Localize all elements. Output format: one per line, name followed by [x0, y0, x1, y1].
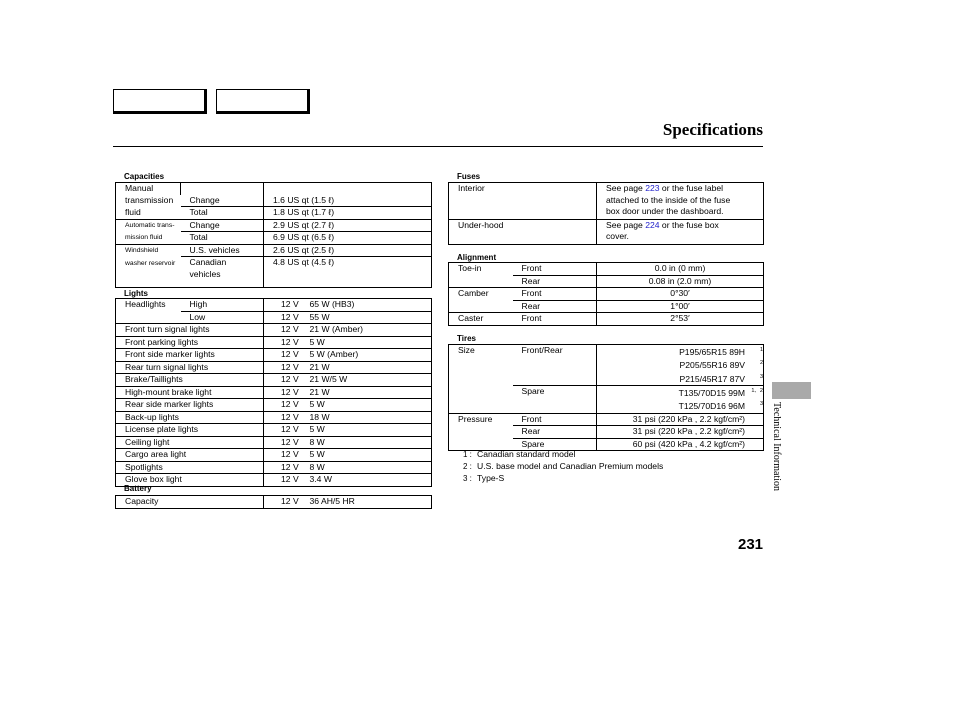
- table-cell: 2°53′: [597, 313, 764, 326]
- table-row: [449, 300, 764, 313]
- fuse-text: cover.: [606, 231, 629, 241]
- fuse-text: or the fuse box: [659, 219, 719, 230]
- footnote-key: 1 :: [463, 450, 472, 459]
- table-row: [116, 336, 432, 349]
- page-title: Specifications: [662, 120, 763, 139]
- table-cell: High: [181, 299, 264, 312]
- table-row: [449, 399, 764, 413]
- table-cell: Front turn signal lights: [116, 324, 264, 337]
- table-cell: 5 W: [301, 449, 432, 462]
- table-cell: [116, 311, 181, 324]
- side-label: [770, 402, 782, 522]
- cap-cell: Windshield: [116, 244, 181, 257]
- tire-value: P215/45R17 87V: [679, 373, 745, 384]
- table-cell: 12 V: [264, 386, 301, 399]
- table-cell: 0.08 in (2.0 mm): [597, 275, 764, 288]
- cap-cell: 2.6 US qt (2.5 ℓ): [264, 244, 432, 257]
- table-cell: 12 V: [264, 449, 301, 462]
- battery-voltage: 12 V: [264, 496, 301, 509]
- section-tab[interactable]: [772, 382, 811, 399]
- table-row: [116, 324, 432, 337]
- table-row: [449, 372, 764, 386]
- table-cell: 12 V: [264, 474, 301, 487]
- table-row: [449, 263, 764, 276]
- footnote-1: [463, 449, 575, 459]
- table-cell: 21 W: [301, 386, 432, 399]
- table-row: [116, 299, 432, 312]
- table-cell: Front parking lights: [116, 336, 264, 349]
- side-label-text: Technical Information: [771, 402, 782, 491]
- table-cell: 5 W: [301, 399, 432, 412]
- table-cell: 12 V: [264, 361, 301, 374]
- table-cell: License plate lights: [116, 424, 264, 437]
- tire-value: T135/70D15 99M: [678, 387, 745, 398]
- table-cell: [449, 399, 513, 413]
- table-cell: 3.4 W: [301, 474, 432, 487]
- cap-cell: Total: [181, 232, 264, 245]
- tires-heading: Tires: [457, 334, 476, 343]
- table-cell: 12 V: [264, 436, 301, 449]
- footnote-ref: 2: [759, 360, 763, 367]
- tire-value-cell: [597, 438, 764, 451]
- table-cell: 18 W: [301, 411, 432, 424]
- cap-cell: 2.9 US qt (2.7 ℓ): [264, 219, 432, 232]
- tire-value-cell: [597, 426, 764, 439]
- table-cell: 12 V: [264, 399, 301, 412]
- cap-cell: washer reservoir: [116, 257, 181, 270]
- fuses-table: [448, 182, 764, 245]
- table-cell: Front: [513, 288, 597, 301]
- table-cell: Back-up lights: [116, 411, 264, 424]
- footnote-text: Type-S: [477, 473, 505, 483]
- table-cell: 12 V: [264, 311, 301, 324]
- footnote-ref: 1、2: [751, 388, 763, 395]
- table-row: [116, 183, 432, 195]
- table-cell: Rear side marker lights: [116, 399, 264, 412]
- cap-cell: Canadian: [181, 257, 264, 270]
- table-cell: Front side marker lights: [116, 349, 264, 362]
- page-link-224[interactable]: 224: [645, 219, 660, 230]
- table-cell: Cargo area light: [116, 449, 264, 462]
- footnote-3: [463, 473, 504, 483]
- table-cell: 12 V: [264, 324, 301, 337]
- fuse-underhood-label: Under-hood: [449, 219, 597, 244]
- footnote-2: [463, 461, 663, 471]
- table-cell: High-mount brake light: [116, 386, 264, 399]
- footnote-text: Canadian standard model: [477, 449, 576, 459]
- table-row: [449, 426, 764, 439]
- table-cell: 21 W (Amber): [301, 324, 432, 337]
- table-row: [116, 311, 432, 324]
- alignment-heading: Alignment: [457, 253, 497, 262]
- table-cell: Rear: [513, 426, 597, 439]
- table-cell: 12 V: [264, 411, 301, 424]
- fuses-heading: Fuses: [457, 172, 481, 181]
- table-cell: [449, 300, 513, 313]
- cap-cell: [116, 269, 181, 287]
- cap-cell: Manual: [116, 183, 181, 195]
- table-cell: Rear: [513, 275, 597, 288]
- footnote-text: U.S. base model and Canadian Premium models: [477, 461, 664, 471]
- battery-capacity: 36 AH/5 HR: [301, 496, 432, 509]
- lights-heading: Lights: [124, 289, 148, 298]
- battery-name: Capacity: [116, 496, 264, 509]
- page-link-223[interactable]: 223: [645, 183, 660, 193]
- cap-cell: U.S. vehicles: [181, 244, 264, 257]
- cap-cell: Automatic trans-: [116, 219, 181, 232]
- table-row: [116, 257, 432, 270]
- footnote-ref: 3: [759, 401, 763, 408]
- table-cell: Front: [513, 313, 597, 326]
- table-cell: 12 V: [264, 424, 301, 437]
- table-row: [116, 461, 432, 474]
- table-cell: Camber: [449, 288, 513, 301]
- cap-cell: [264, 183, 432, 195]
- table-cell: Pressure: [449, 413, 513, 426]
- table-cell: [449, 372, 513, 386]
- table-cell: Front/Rear: [513, 345, 597, 359]
- fuse-text: See page: [606, 219, 646, 230]
- lights-table: [115, 298, 432, 487]
- cap-cell: vehicles: [181, 269, 264, 287]
- cap-cell: 1.8 US qt (1.7 ℓ): [264, 207, 432, 220]
- table-cell: 21 W/5 W: [301, 374, 432, 387]
- cap-cell: Change: [181, 219, 264, 232]
- table-cell: Spare: [513, 438, 597, 451]
- table-cell: Low: [181, 311, 264, 324]
- table-row: [116, 349, 432, 362]
- table-row: [116, 474, 432, 487]
- table-cell: Headlights: [116, 299, 181, 312]
- tire-value: 60 psi (420 kPa , 4.2 kgf/cm²): [632, 438, 745, 449]
- table-cell: Glove box light: [116, 474, 264, 487]
- cap-cell: [264, 269, 432, 287]
- table-cell: Brake/Taillights: [116, 374, 264, 387]
- table-row: [449, 413, 764, 426]
- cap-cell: Change: [181, 195, 264, 207]
- nav-button-2[interactable]: [216, 89, 310, 114]
- tire-value: T125/70D16 96M: [678, 401, 745, 412]
- table-row: [116, 269, 432, 287]
- table-row: [449, 288, 764, 301]
- battery-table: [115, 495, 432, 509]
- table-cell: 8 W: [301, 436, 432, 449]
- tire-value: P205/55R16 89V: [679, 360, 745, 371]
- table-row: [449, 275, 764, 288]
- table-cell: Spotlights: [116, 461, 264, 474]
- cap-cell: mission fluid: [116, 232, 181, 245]
- cap-cell: transmission: [116, 195, 181, 207]
- table-cell: [449, 275, 513, 288]
- table-cell: 65 W (HB3): [301, 299, 432, 312]
- tire-value-cell: [597, 345, 764, 359]
- table-row: [116, 361, 432, 374]
- cap-cell: Total: [181, 207, 264, 220]
- cap-cell: fluid: [116, 207, 181, 220]
- table-row: [116, 232, 432, 245]
- capacities-table: [115, 182, 432, 288]
- table-cell: Spare: [513, 386, 597, 400]
- footnote-ref: 1: [759, 347, 763, 353]
- table-cell: 12 V: [264, 349, 301, 362]
- table-row: [449, 313, 764, 326]
- table-cell: 5 W: [301, 424, 432, 437]
- table-cell: [449, 426, 513, 439]
- tire-value-cell: [597, 386, 764, 400]
- table-cell: Front: [513, 413, 597, 426]
- table-cell: 0.0 in (0 mm): [597, 263, 764, 276]
- table-cell: [449, 386, 513, 400]
- table-cell: Rear: [513, 300, 597, 313]
- table-cell: 8 W: [301, 461, 432, 474]
- table-cell: [449, 358, 513, 371]
- fuse-interior-value: [597, 183, 764, 220]
- title-divider: [113, 146, 763, 147]
- table-cell: Toe-in: [449, 263, 513, 276]
- table-cell: 12 V: [264, 299, 301, 312]
- table-row: [449, 345, 764, 359]
- table-row: [116, 424, 432, 437]
- table-row: [116, 411, 432, 424]
- table-row: [449, 386, 764, 400]
- tire-value-cell: [597, 399, 764, 413]
- nav-button-1[interactable]: [113, 89, 207, 114]
- fuse-underhood-value: [597, 219, 764, 244]
- table-cell: Rear turn signal lights: [116, 361, 264, 374]
- table-cell: Front: [513, 263, 597, 276]
- footnote-key: 3 :: [463, 474, 472, 483]
- table-row: [116, 436, 432, 449]
- footnote-key: 2 :: [463, 462, 472, 471]
- table-cell: 12 V: [264, 374, 301, 387]
- tire-value-cell: [597, 372, 764, 386]
- tire-value: 31 psi (220 kPa , 2.2 kgf/cm²): [632, 413, 745, 424]
- table-row: [116, 244, 432, 257]
- table-row: [449, 219, 764, 244]
- table-cell: 55 W: [301, 311, 432, 324]
- table-cell: [513, 358, 597, 371]
- fuse-text: attached to the inside of the fuse: [606, 194, 731, 205]
- fuse-text: or the fuse label: [659, 183, 724, 193]
- table-row: [116, 195, 432, 207]
- table-cell: 0°30′: [597, 288, 764, 301]
- table-cell: 21 W: [301, 361, 432, 374]
- table-cell: 1°00′: [597, 300, 764, 313]
- table-cell: 5 W: [301, 336, 432, 349]
- battery-heading: Battery: [124, 484, 152, 493]
- tire-value-cell: [597, 413, 764, 426]
- alignment-table: [448, 262, 764, 326]
- fuse-text: See page: [606, 183, 646, 193]
- table-cell: [513, 372, 597, 386]
- footnote-ref: 3: [759, 373, 763, 380]
- tires-table: [448, 344, 764, 451]
- cap-cell: 6.9 US qt (6.5 ℓ): [264, 232, 432, 245]
- table-cell: [513, 399, 597, 413]
- capacities-heading: Capacities: [124, 172, 165, 181]
- table-row: [116, 374, 432, 387]
- table-cell: 12 V: [264, 336, 301, 349]
- cap-cell: 1.6 US qt (1.5 ℓ): [264, 195, 432, 207]
- table-row: [116, 399, 432, 412]
- table-row: [116, 207, 432, 220]
- table-cell: 12 V: [264, 461, 301, 474]
- table-row: [449, 358, 764, 371]
- table-cell: Ceiling light: [116, 436, 264, 449]
- table-row: [116, 496, 432, 509]
- page-number: 231: [738, 536, 764, 553]
- cap-cell: 4.8 US qt (4.5 ℓ): [264, 257, 432, 270]
- table-row: [116, 386, 432, 399]
- tire-value-cell: [597, 358, 764, 371]
- tire-value: 31 psi (220 kPa , 2.2 kgf/cm²): [632, 426, 745, 437]
- fuse-text: box door under the dashboard.: [606, 206, 724, 216]
- table-cell: Caster: [449, 313, 513, 326]
- table-cell: Size: [449, 345, 513, 359]
- cap-cell: [181, 183, 264, 195]
- table-row: [116, 449, 432, 462]
- table-row: [449, 183, 764, 220]
- fuse-interior-label: Interior: [449, 183, 597, 220]
- tire-value: P195/65R15 89H: [679, 346, 745, 357]
- table-row: [116, 219, 432, 232]
- table-cell: 5 W (Amber): [301, 349, 432, 362]
